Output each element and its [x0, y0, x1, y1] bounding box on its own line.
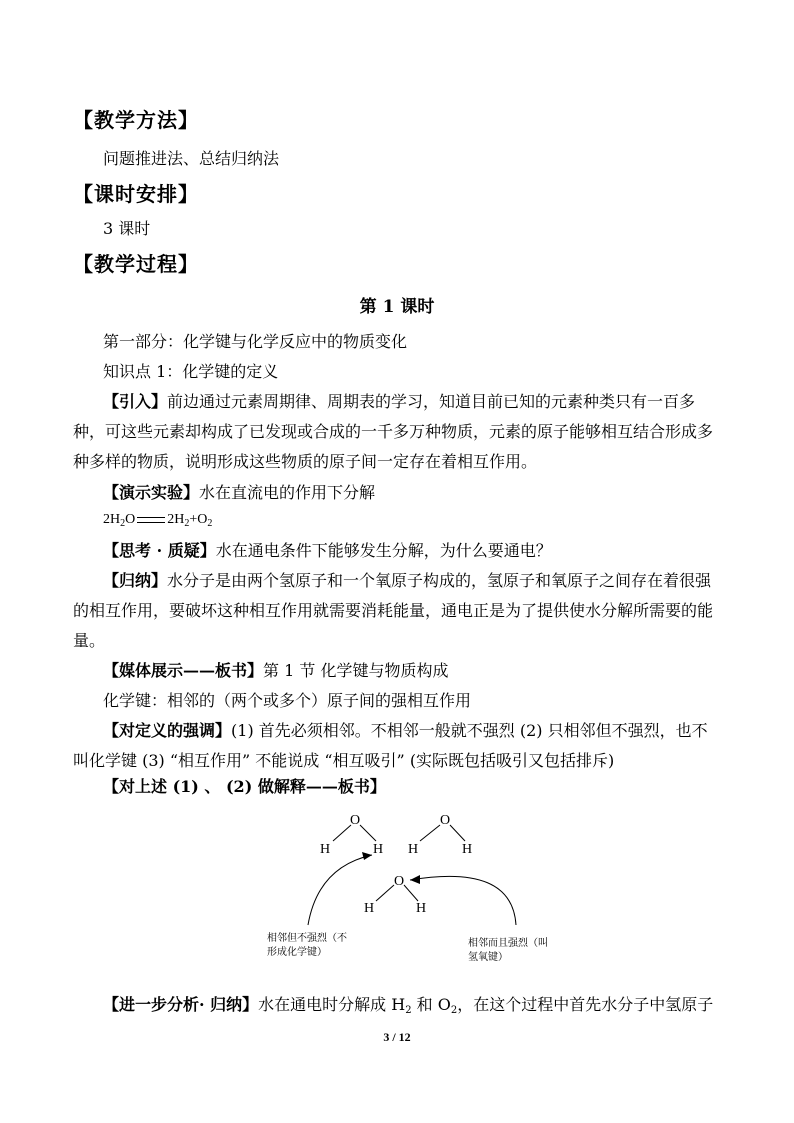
label-right-line2: 氢氧键） [468, 952, 508, 963]
think-text: 水在通电条件下能够发生分解，为什么要通电？ [215, 541, 552, 560]
further-analysis-paragraph [103, 990, 713, 1026]
further-tag: 【进一步分析· 归纳】 [103, 995, 259, 1014]
think-tag: 【思考 · 质疑】 [103, 541, 216, 560]
heading-class-schedule: 【课时安排】 [73, 182, 199, 206]
page-number: 3 / 12 [383, 1030, 411, 1044]
explain-heading: 【对上述 (1) 、 (2) 做解释——板书】 [103, 777, 386, 796]
further-text-b: 和 O [411, 995, 451, 1014]
heading-teaching-process: 【教学过程】 [73, 252, 199, 276]
summary-tag: 【归纳】 [103, 571, 168, 590]
atom-h-2a: H [408, 842, 419, 857]
atom-h-1a: H [320, 842, 331, 857]
atom-h-3a: H [364, 901, 375, 916]
class-schedule-text: 3 课时 [103, 219, 151, 238]
bond-2b [450, 825, 465, 841]
media-tag: 【媒体展示——板书】 [103, 661, 264, 680]
atom-o-1: O [350, 813, 361, 828]
label-right-line1: 相邻而且强烈（叫 [468, 938, 548, 949]
eq-right-o-sub: 2 [207, 518, 213, 529]
emphasis-tag: 【对定义的强调】 [103, 721, 232, 740]
part-one-title: 第一部分：化学键与化学反应中的物质变化 [103, 332, 408, 351]
think-paragraph [103, 536, 552, 566]
eq-left-h: 2H [103, 512, 121, 527]
emphasis-text: (1) 首先必须相邻。不相邻一般就不强烈 (2) 只相邻但不强烈，也不叫化学键 (3) “相互作用” 不能说成 “相互吸引” (实际既包括吸引又包括排斥) [73, 721, 708, 770]
bond-1b [360, 825, 376, 841]
atom-h-3b: H [416, 901, 427, 916]
bond-3b [404, 885, 418, 901]
emphasis-paragraph [73, 716, 715, 776]
atom-o-3: O [394, 874, 405, 889]
atom-h-1b: H [373, 842, 384, 857]
knowledge-point-1: 知识点 1：化学键的定义 [103, 362, 279, 381]
demo-text: 水在直流电的作用下分解 [199, 483, 376, 502]
further-text-a: 水在通电时分解成 H [258, 995, 406, 1014]
media-paragraph [103, 656, 448, 686]
bond-3a [376, 885, 394, 901]
bond-1a [333, 825, 351, 841]
eq-right-o: +O [189, 512, 208, 527]
further-sub-a: 2 [405, 1005, 412, 1016]
demo-tag: 【演示实验】 [103, 483, 200, 502]
arrow-right-head [410, 875, 420, 884]
label-left-line1: 相邻但不强烈（不 [267, 933, 347, 944]
arrow-left-curve [308, 855, 375, 925]
bond-2a [420, 825, 440, 841]
intro-tag: 【引入】 [103, 392, 168, 411]
media-text: 第 1 节 化学键与物质构成 [263, 661, 449, 680]
water-electrolysis-equation [103, 512, 212, 529]
further-sub-b: 2 [450, 1005, 458, 1016]
eq-right-h-sub: 2 [184, 518, 190, 529]
teaching-method-text: 问题推进法、总结归纳法 [103, 149, 280, 168]
intro-text: 前边通过元素周期律、周期表的学习，知道目前已知的元素种类只有一百多种，可这些元素却构成了已发现或合成的一千多万种物质，元素的原子能够相互结合形成多种多样的物质，说明形成这些物质的原子间一定存在着相互作用。 [73, 392, 714, 471]
atom-o-2: O [440, 813, 451, 828]
lesson-title: 第 1 课时 [359, 297, 435, 317]
equals-sign [137, 517, 165, 523]
demo-paragraph [103, 478, 375, 508]
summary-paragraph [73, 566, 715, 656]
further-text-c: ，在这个过程中首先水分子中氢原子 [457, 995, 714, 1014]
arrow-left-head [362, 852, 372, 860]
label-left-line2: 形成化学键） [267, 947, 327, 958]
definition-paragraph: 化学键：相邻的（两个或多个）原子间的强相互作用 [103, 691, 472, 710]
summary-text: 水分子是由两个氢原子和一个氧原子构成的，氢原子和氧原子之间存在着很强的相互作用，要破坏这种相互作用就需要消耗能量，通电正是为了提供使水分解所需要的能量。 [73, 571, 714, 650]
eq-left-o: O [125, 512, 136, 527]
intro-paragraph [73, 387, 715, 477]
eq-right-h: 2H [167, 512, 185, 527]
eq-left-sub: 2 [120, 518, 126, 529]
atom-h-2b: H [462, 842, 473, 857]
heading-teaching-method: 【教学方法】 [73, 108, 199, 132]
hydrogen-bond-diagram [250, 805, 550, 975]
